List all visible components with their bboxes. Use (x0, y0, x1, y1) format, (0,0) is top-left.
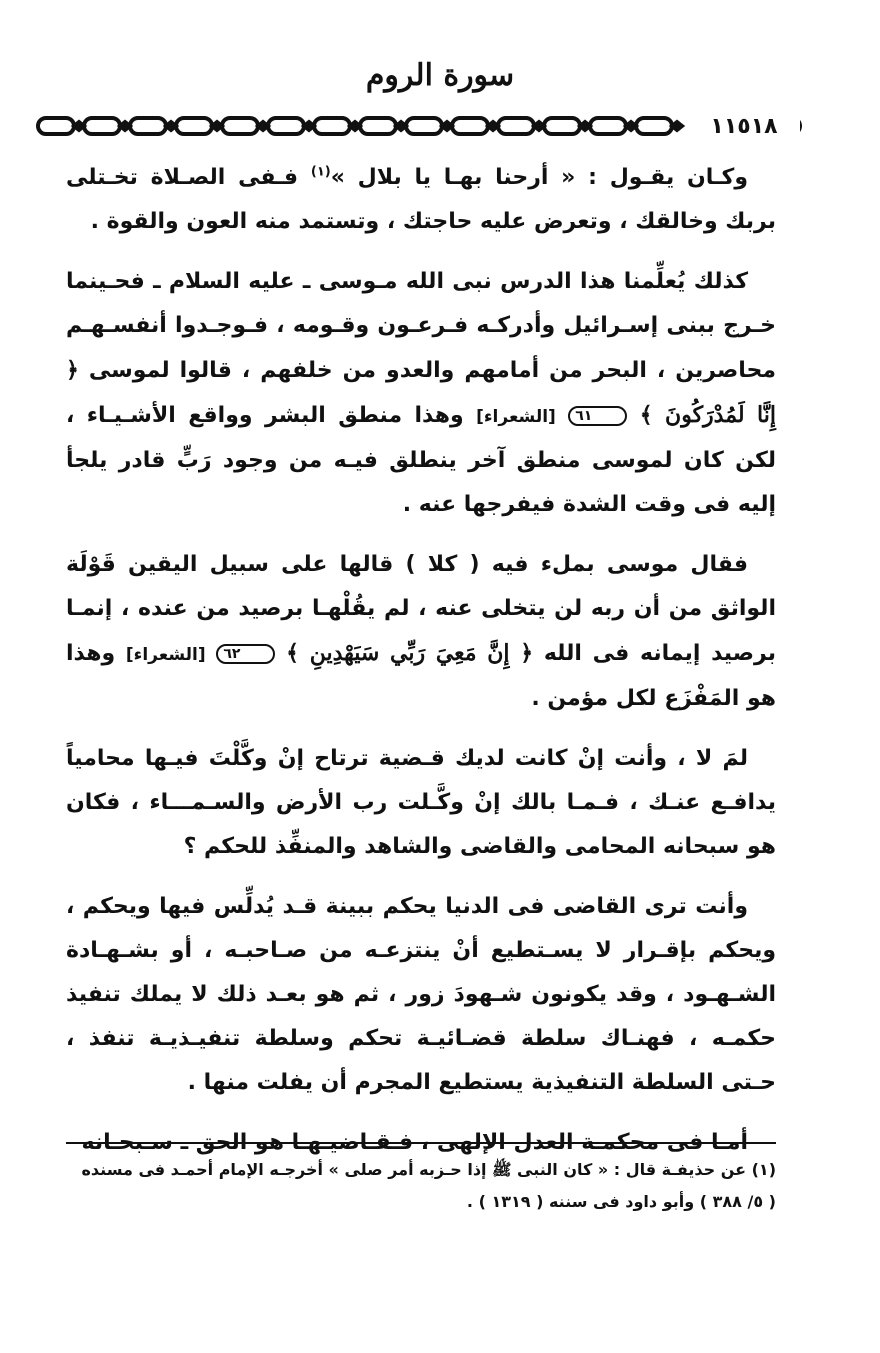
paragraph-text: وهذا هو المَفْزَع لكل مؤمن . (66, 641, 776, 711)
chain-link (360, 118, 396, 134)
footnote-line: (١) عن حذيفـة قال : « كان النبى ﷺ إذا حـزبه أمر صلى » أخرجـه الإمام أحمـد فى مسنده (81, 1160, 776, 1179)
quran-verse: ﴿ إِنَّ مَعِيَ رَبِّي سَيَهْدِينِ ﴾ (286, 640, 534, 666)
chain-link (498, 118, 534, 134)
ayah-number-badge: ٦١ (568, 406, 627, 426)
paragraph-text: وأنت ترى القاضى فى الدنيا يحكم ببينة قـد يُدلِّس فيها ويحكم ، ويحكم بإقـرار لا يسـتطيع أنْ ينتزعـه من صـاحبـه ، أو بشـهـادة الشـهـود ، وقد يكونون شـهودَ زور ، ثم هو بعـد ذلك لا يملك تنفيذ حكمـه ، فهنـاك سلطة قضـائيـة تحكم وسلطة تنفيـذيـة تنفذ ، حـتى السلطة التنفيذية يستطيع المجرم أن يفلت منها . (66, 894, 776, 1095)
paragraph-text: فـفى الصـلاة تخـتلى بربك وخالقك ، وتعرض عليه حاجتك ، وتستمد منه العون والقوة . (66, 165, 776, 234)
chain-link (590, 118, 626, 134)
surah-reference: [الشعراء] (476, 407, 556, 427)
footnote-line: ( ٥/ ٣٨٨ ) وأبو داود فى سننه ( ١٣١٩ ) . (466, 1192, 776, 1211)
surah-reference: [الشعراء] (125, 645, 206, 665)
paragraph (66, 737, 776, 869)
paragraph (66, 885, 776, 1105)
paragraph-text: فقال موسى بملء فيه ( كلا ) قالها على سبيل اليقين قَوْلَة الواثق من أن ربه لن يتخلى عنه ، لم يقُلْهـا برصيد من عنده ، إنمـا برصيد إيمانه فى الله (66, 552, 776, 666)
chain-link (176, 118, 212, 134)
paragraph-text: أمـا فى محكمـة العدل الإلهى ، فـقـاضيـهـا هو الحق ـ سـبحـانه (81, 1130, 748, 1155)
chain-link (38, 118, 74, 134)
page-number: ١١٥١٨ (688, 113, 800, 141)
paragraph (66, 260, 776, 527)
chain-link (222, 118, 258, 134)
chain-link (314, 118, 350, 134)
ayah-number-badge: ٦٢ (216, 644, 275, 664)
paragraph (66, 543, 776, 721)
chain-link (268, 118, 304, 134)
paragraph-text: لمَ لا ، وأنت إنْ كانت لديك قـضية ترتاح إنْ وكَّلْتَ فيـها محامياً يدافـع عنـك ، فـمـا بالك إنْ وكَّـلت رب الأرض والسـمـــاء ، فكان هو سبحانه المحامى والقاضى والشاهد والمنفِّذ للحكم ؟ (66, 746, 776, 859)
chain-link (544, 118, 580, 134)
chain-link (636, 118, 672, 134)
chain-link (452, 118, 488, 134)
quran-verse: ﴿ إِنَّا لَمُدْرَكُونَ ﴾ (66, 357, 776, 428)
chain-link (84, 118, 120, 134)
footnote-marker[interactable]: (١) (310, 164, 331, 180)
chain-link (130, 118, 166, 134)
body-text (66, 156, 776, 1181)
paragraph-text: كذلك يُعلِّمنا هذا الدرس نبى الله مـوسى ـ عليه السلام ـ فحـينما خـرج ببنى إسـرائيل وأدركـه فـرعـون وقـومه ، فـوجـدوا أنفسـهـم محاصرين ، البحر من أمامهم والعدو من خلفهم ، قالوا لموسى (66, 269, 776, 383)
chain-diamond (672, 122, 682, 130)
paragraph (66, 156, 776, 244)
paragraph-text: وكـان يقـول : « أرحنا بهـا يا بلال » (330, 165, 748, 190)
chain-link (406, 118, 442, 134)
footnote-separator (66, 1142, 776, 1144)
paragraph-text: وهذا منطق البشر وواقع الأشـيـاء ، لكن كان لموسى منطق آخر ينطلق فيـه من وجود رَبٍّ قادر يلجأ إليه فى وقت الشدة فيفرجها عنه . (66, 403, 776, 517)
surah-title: سورة الروم (365, 58, 515, 93)
footnote (66, 1154, 776, 1218)
